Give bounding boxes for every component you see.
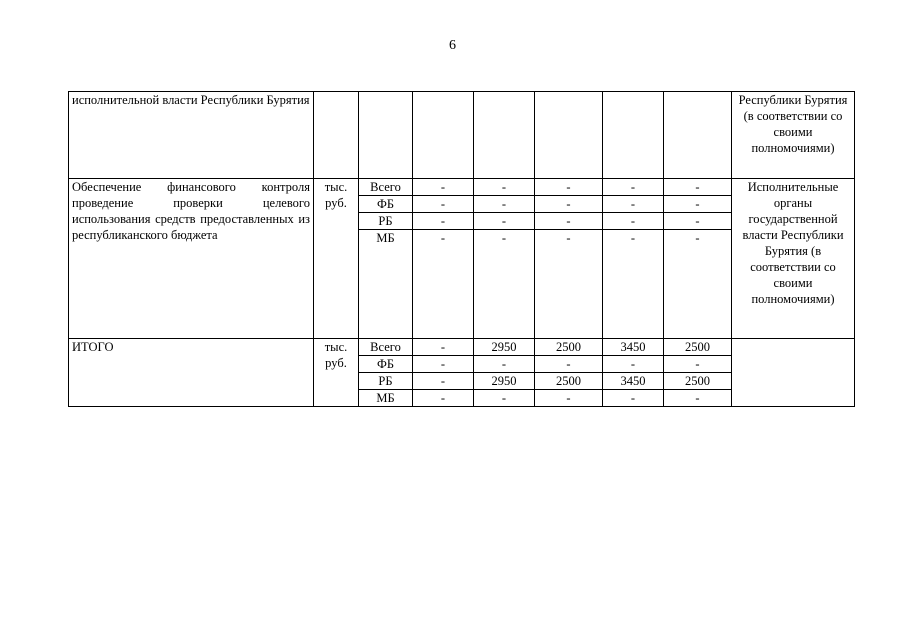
table-cell-empty [413, 92, 474, 179]
value-cell: 2500 [664, 339, 732, 356]
table-cell-empty [314, 92, 359, 179]
table-cell-empty [474, 92, 535, 179]
table-row [69, 179, 855, 196]
value-cell: - [664, 356, 732, 373]
control-description: Обеспечение финансового контроля проведение проверки целевого использования средств предоставленных из республиканского бюджета [69, 179, 314, 339]
value-cell: - [603, 196, 664, 213]
source-label: РБ [359, 213, 413, 230]
value-cell: - [664, 179, 732, 196]
table-row-continued [69, 92, 855, 179]
value-cell: 3450 [603, 373, 664, 390]
value-cell: - [535, 196, 603, 213]
source-label: Всего [359, 179, 413, 196]
value-cell: 2950 [474, 339, 535, 356]
value-cell: - [413, 196, 474, 213]
value-cell: - [474, 356, 535, 373]
value-cell: - [413, 230, 474, 339]
value-cell: - [413, 373, 474, 390]
value-cell: - [474, 179, 535, 196]
value-cell: - [603, 356, 664, 373]
value-cell: - [535, 390, 603, 407]
total-unit: тыс. руб. [314, 339, 359, 407]
value-cell: - [603, 230, 664, 339]
value-cell: - [413, 339, 474, 356]
value-cell: - [603, 213, 664, 230]
value-cell: - [664, 213, 732, 230]
value-cell: - [664, 196, 732, 213]
value-cell: - [474, 230, 535, 339]
source-label: ФБ [359, 196, 413, 213]
control-executor: Исполнительные органы государственной власти Республики Бурятия (в соответствии со своими полномочиями) [732, 179, 855, 339]
value-cell: - [664, 230, 732, 339]
value-cell: 2500 [535, 373, 603, 390]
value-cell: - [603, 390, 664, 407]
value-cell: 2500 [535, 339, 603, 356]
table-cell-empty [603, 92, 664, 179]
value-cell: - [474, 196, 535, 213]
table-cell-empty [535, 92, 603, 179]
continued-description: исполнительной власти Республики Бурятия [69, 92, 314, 179]
total-description: ИТОГО [69, 339, 314, 407]
value-cell: - [474, 390, 535, 407]
value-cell: - [474, 213, 535, 230]
value-cell: - [535, 356, 603, 373]
value-cell: - [535, 213, 603, 230]
page-number: 6 [449, 38, 456, 53]
table-cell-empty [664, 92, 732, 179]
source-label: РБ [359, 373, 413, 390]
continued-executor: Республики Бурятия (в соответствии со своими полномочиями) [732, 92, 855, 179]
table-row-total [69, 339, 855, 356]
value-cell: - [535, 230, 603, 339]
value-cell: - [413, 356, 474, 373]
value-cell: - [413, 390, 474, 407]
source-label: МБ [359, 390, 413, 407]
value-cell: - [535, 179, 603, 196]
value-cell: - [664, 390, 732, 407]
value-cell: - [413, 213, 474, 230]
value-cell: 2500 [664, 373, 732, 390]
value-cell: - [603, 179, 664, 196]
value-cell: 3450 [603, 339, 664, 356]
budget-table [68, 91, 855, 407]
source-label: Всего [359, 339, 413, 356]
source-label: ФБ [359, 356, 413, 373]
control-unit: тыс. руб. [314, 179, 359, 339]
source-label: МБ [359, 230, 413, 339]
table-cell-empty [359, 92, 413, 179]
value-cell: - [413, 179, 474, 196]
total-executor-empty [732, 339, 855, 407]
value-cell: 2950 [474, 373, 535, 390]
